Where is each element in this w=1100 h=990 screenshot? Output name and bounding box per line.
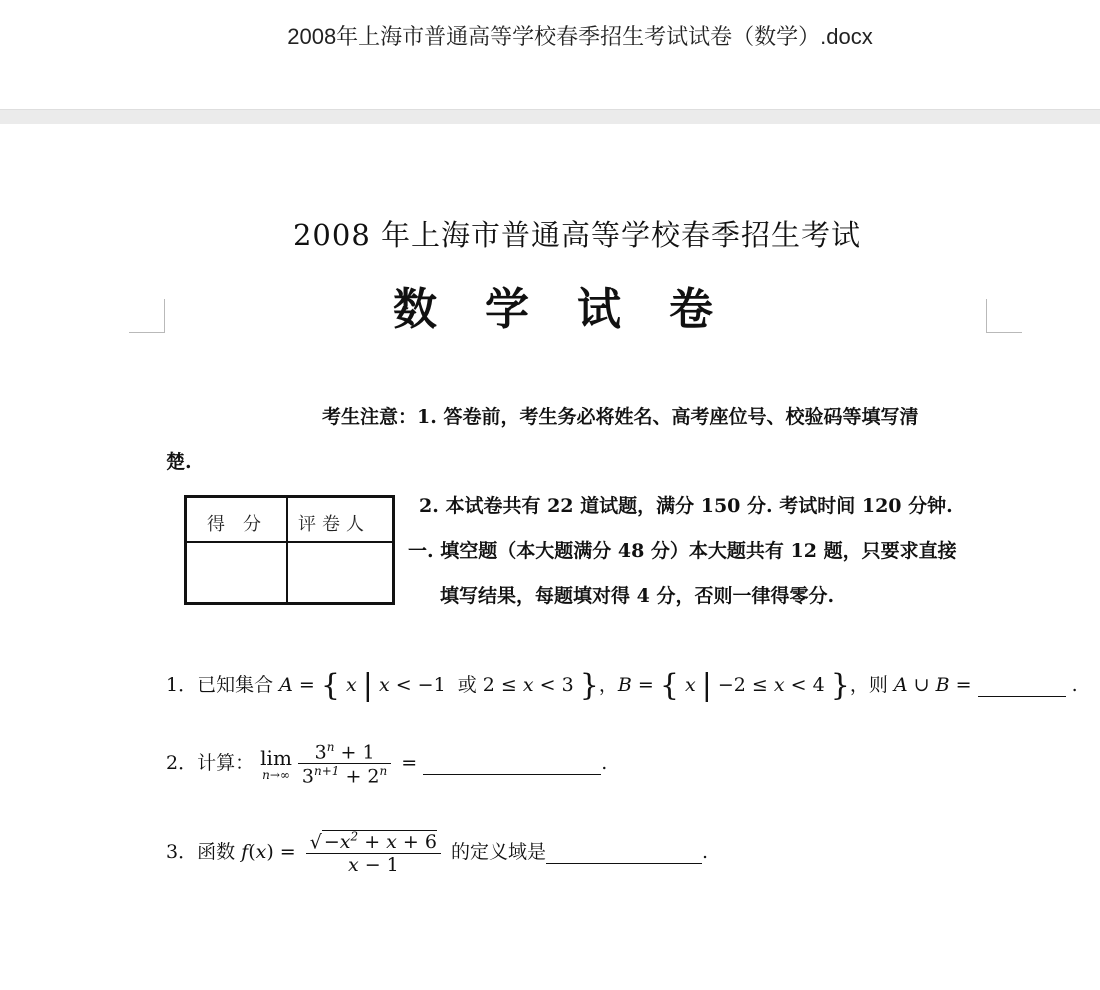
- formula: f(x) =: [241, 841, 302, 864]
- exam-title: 2008 年上海市普通高等学校春季招生考试: [292, 218, 862, 252]
- notice-1-text: 1. 答卷前，考生务必将姓名、高考座位号、校验码等填写清: [417, 406, 919, 428]
- formula: A = { x | x < −1 或 2 ≤ x < 3 }，B = { x | −2 ≤ x < 4 }，则 A ∪ B =: [279, 668, 978, 703]
- section-1-heading: 一. 填空题（本大题满分 48 分）本大题共有 12 题，只要求直接: [408, 540, 957, 562]
- exam-subject: 数学试卷: [393, 284, 761, 335]
- grader-header: 评卷人: [298, 514, 370, 535]
- question-text: 计算：: [197, 751, 255, 774]
- question-2: 2．计算： lim n→∞ $\frac{3^n + 1}{3^{n+1} + 2^n}$ = .: [166, 740, 608, 788]
- question-1: 1．已知集合 A = { x | x < −1 或 2 ≤ x < 3 }，B = { x | −2 ≤ x < 4 }，则 A ∪ B = .: [166, 668, 1078, 703]
- score-header: 得分: [207, 514, 279, 535]
- notice-label: 考生注意：: [322, 406, 418, 428]
- question-text: 已知集合: [197, 674, 274, 696]
- section-1-instructions: 填写结果，每题填对得 4 分，否则一律得零分.: [440, 585, 835, 607]
- question-text: 函数: [197, 841, 236, 864]
- answer-blank[interactable]: [423, 752, 601, 775]
- notice-line-2: 2. 本试卷共有 22 道试题，满分 150 分. 考试时间 120 分钟.: [419, 495, 953, 517]
- question-number: 1．: [166, 674, 198, 696]
- document-title: 2008年上海市普通高等学校春季招生考试试卷（数学）.docx: [287, 24, 873, 49]
- question-3: 3．函数 f(x) = $\frac{√ -x^2 + x + 6}{x - 1}$ 的定义域是 .: [166, 830, 709, 877]
- table-divider-horizontal: [187, 541, 392, 543]
- score-table: [184, 495, 395, 605]
- notice-line-1: [322, 402, 918, 429]
- answer-blank[interactable]: [546, 841, 702, 864]
- limit-operator: lim n→∞: [260, 745, 292, 782]
- fraction: $\frac{√ -x^2 + x + 6}{x - 1}$: [306, 830, 441, 876]
- question-number: 3．: [166, 841, 198, 864]
- question-tail: 的定义域是: [451, 841, 547, 864]
- toolbar-divider: [0, 109, 1100, 125]
- answer-blank[interactable]: [978, 674, 1066, 697]
- notice-line-1-continued: 楚.: [166, 451, 192, 473]
- question-number: 2．: [166, 751, 198, 774]
- fraction: $\frac{3^n + 1}{3^{n+1} + 2^n}$: [298, 740, 391, 788]
- title-bar: [0, 0, 1100, 110]
- table-divider-vertical: [286, 498, 288, 602]
